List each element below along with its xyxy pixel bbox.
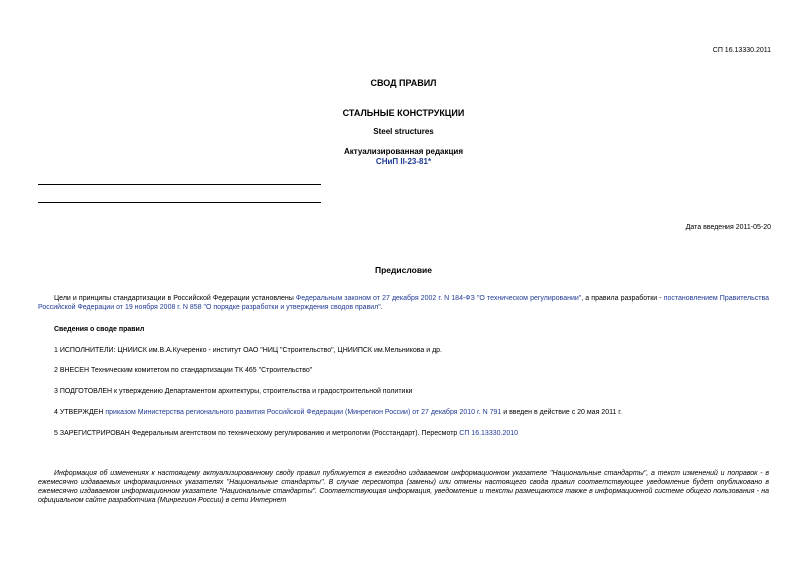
document-type-title: СВОД ПРАВИЛ bbox=[370, 78, 437, 88]
changes-notice: Информация об изменениях к настоящему актуализированному своду правил публикуется в ежегодно издаваемом информационном указателе "Национальные стандарты", а текст изменений и поправок - в ежемесячно издаваемых информационных указателях "Национальные стандарты". В случае пересмотра (замены) или отмены настоящего свода правил соответствующее уведомление будет опубликовано в ежемесячно издаваемом информационном указателе "Национальные стандарты". Соответствующая информация, уведомление и тексты размещаются также в информационной системе общего пользования - на официальном сайте разработчика (Минрегион России) в сети Интернет bbox=[38, 470, 769, 504]
info-heading: Сведения о своде правил bbox=[54, 326, 145, 333]
preface-text-1: Цели и принципы стандартизации в Российской Федерации установлены bbox=[54, 295, 296, 302]
document-subtitle: СТАЛЬНЫЕ КОНСТРУКЦИИ bbox=[342, 108, 465, 118]
government-decree-link[interactable]: постановлением Правительства Российской Федерации от 19 ноября 2008 г. N 858 "О порядке разработки и утверждения сводов правил" bbox=[38, 295, 769, 311]
divider-line-1 bbox=[38, 184, 321, 185]
edition-label: Актуализированная редакция bbox=[344, 147, 463, 156]
preface-heading: Предисловие bbox=[374, 265, 433, 275]
ministry-order-link[interactable]: приказом Министерства регионального развития Российской Федерации (Минрегион России) от 27 декабря 2010 г. N 791 bbox=[105, 409, 502, 416]
info-item-prepared: 3 ПОДГОТОВЛЕН к утверждению Департаментом архитектуры, строительства и градостроительной политики bbox=[54, 388, 413, 395]
info-item-executors: 1 ИСПОЛНИТЕЛИ: ЦНИИСК им.В.А.Кучеренко - институт ОАО "НИЦ "Строительство", ЦНИИПСК им.Мельникова и др. bbox=[54, 347, 442, 354]
document-subtitle-english: Steel structures bbox=[373, 127, 434, 136]
preface-text-2: , а правила разработки - bbox=[581, 295, 664, 302]
divider-line-2 bbox=[38, 202, 321, 203]
previous-code-link[interactable]: СП 16.13330.2010 bbox=[459, 430, 519, 437]
document-code: СП 16.13330.2011 bbox=[712, 47, 771, 54]
federal-law-link[interactable]: Федеральным законом от 27 декабря 2002 г. N 184-ФЗ "О техническом регулировании" bbox=[295, 295, 582, 302]
preface-paragraph bbox=[38, 294, 769, 312]
registered-text: 5 ЗАРЕГИСТРИРОВАН Федеральным агентством по техническому регулированию и метрологии (Росстандарт). Пересмотр bbox=[54, 430, 460, 437]
info-item-registered bbox=[54, 430, 518, 437]
approved-text-post: и введен в действие с 20 мая 2011 г. bbox=[501, 409, 622, 416]
snip-reference-link[interactable]: СНиП II-23-81* bbox=[375, 157, 432, 166]
introduction-date: Дата введения 2011-05-20 bbox=[685, 224, 771, 231]
info-item-approved bbox=[54, 409, 622, 416]
approved-text-pre: 4 УТВЕРЖДЕН bbox=[54, 409, 106, 416]
preface-text-3: . bbox=[380, 304, 383, 311]
info-item-submitted: 2 ВНЕСЕН Техническим комитетом по стандартизации ТК 465 "Строительство" bbox=[54, 367, 313, 374]
